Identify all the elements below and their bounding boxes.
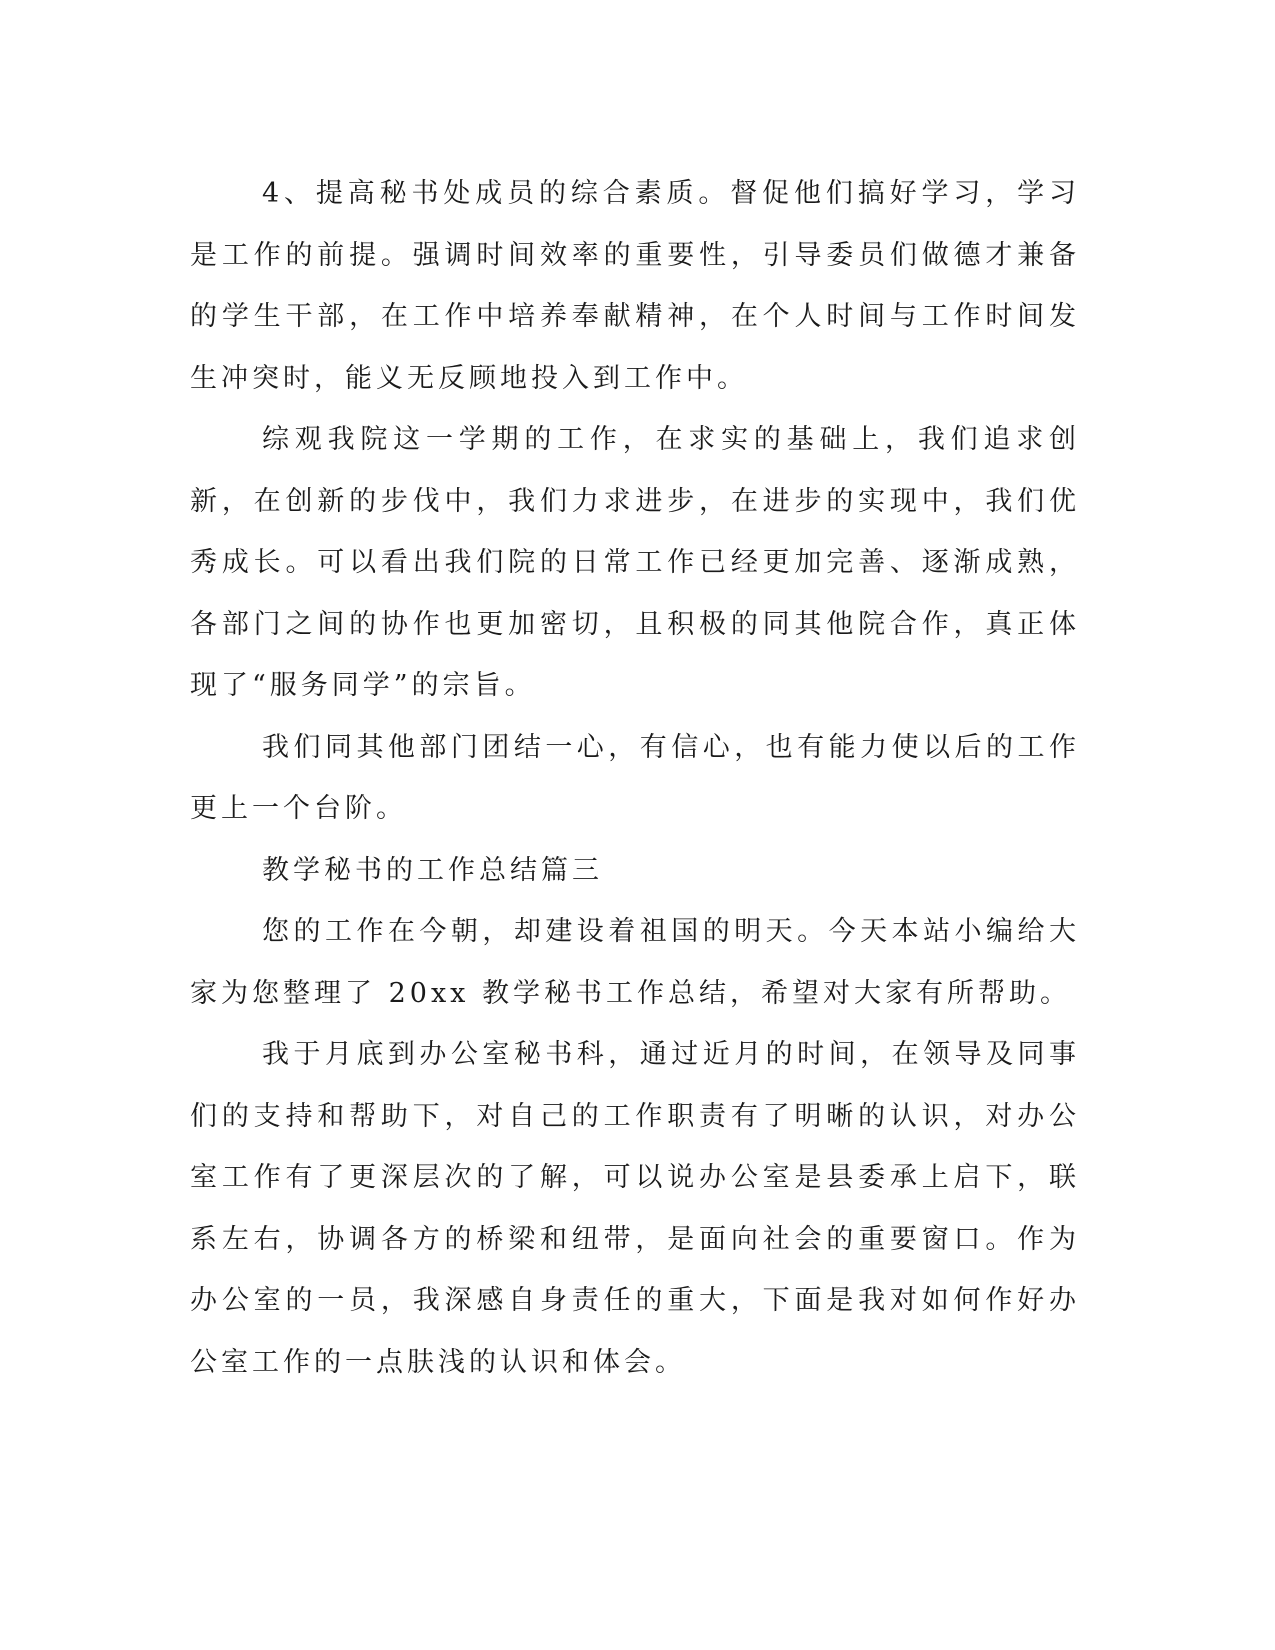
- paragraph-unity: 我们同其他部门团结一心，有信心，也有能力使以后的工作更上一个台阶。: [190, 731, 1080, 824]
- paragraph-semester-review: 综观我院这一学期的工作，在求实的基础上，我们追求创新，在创新的步伐中，我们力求进步，在进步的实现中，我们优秀成长。可以看出我们院的日常工作已经更加完善、逐渐成熟，各部门之间的协作也更加密切，且积极的同其他院合作，真正体现了“服务同学”的宗旨。: [190, 424, 1080, 701]
- paragraph-secretariat-quality: 4、提高秘书处成员的综合素质。督促他们搞好学习，学习是工作的前提。强调时间效率的重要性，引导委员们做德才兼备的学生干部，在工作中培养奉献精神，在个人时间与工作时间发生冲突时，能义无反顾地投入到工作中。: [190, 178, 1080, 394]
- paragraph-office-work: 我于月底到办公室秘书科，通过近月的时间，在领导及同事们的支持和帮助下，对自己的工作职责有了明晰的认识，对办公室工作有了更深层次的了解，可以说办公室是县委承上启下，联系左右，协调各方的桥梁和纽带，是面向社会的重要窗口。作为办公室的一员，我深感自身责任的重大，下面是我对如何作好办公室工作的一点肤浅的认识和体会。: [190, 1039, 1080, 1378]
- document-body: [190, 163, 1080, 1393]
- paragraph-intro: 您的工作在今朝，却建设着祖国的明天。今天本站小编给大家为您整理了 20xx 教学秘书工作总结，希望对大家有所帮助。: [190, 916, 1080, 1009]
- section-heading: 教学秘书的工作总结篇三: [262, 854, 603, 886]
